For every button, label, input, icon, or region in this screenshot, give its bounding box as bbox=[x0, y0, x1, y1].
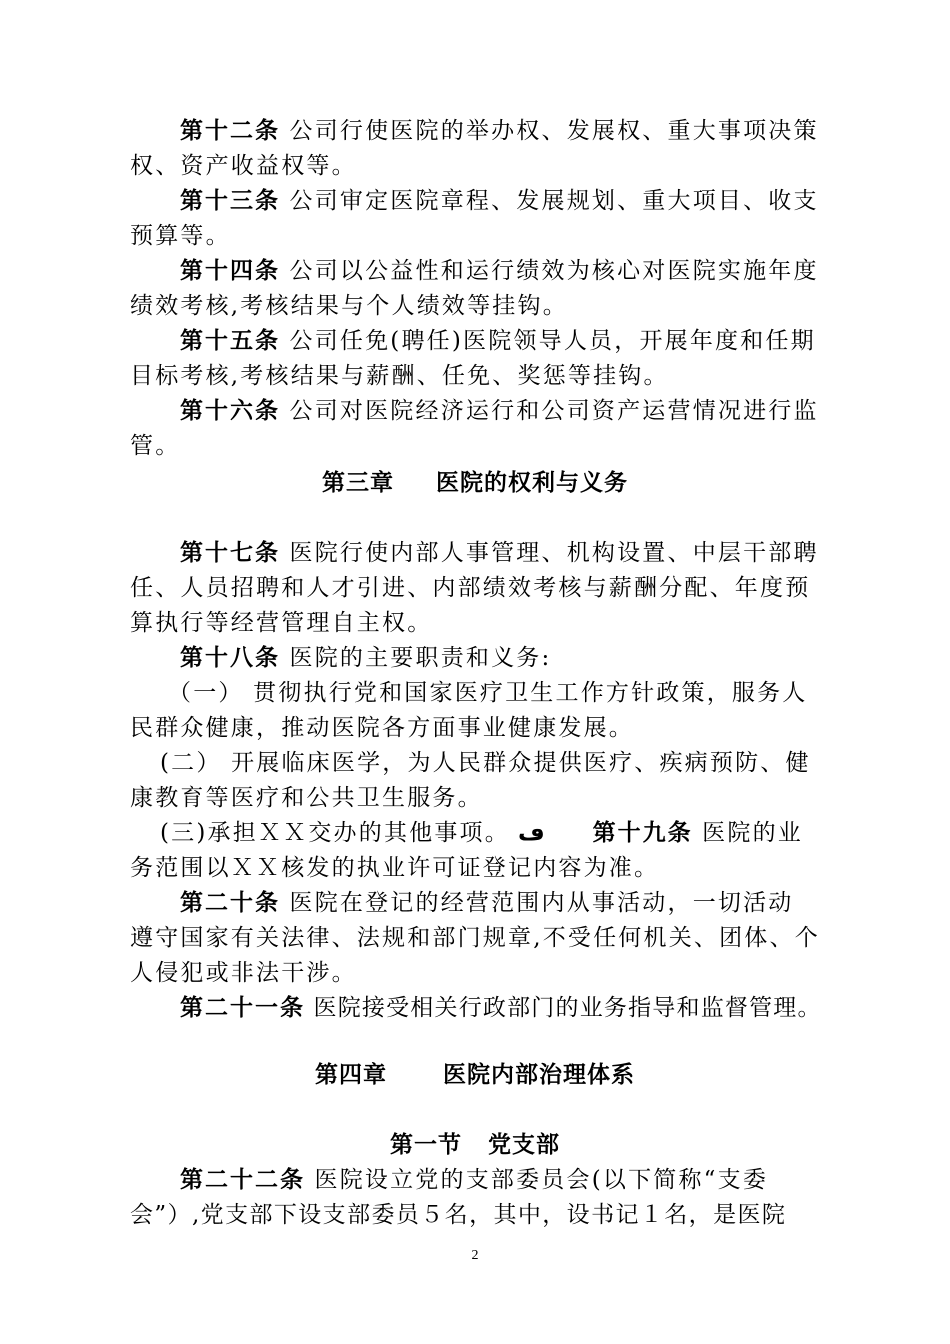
article-number: 第十五条 bbox=[180, 328, 280, 354]
article-15-line-2: 目标考核,考核结果与薪酬、任免、奖惩等挂钩。 bbox=[130, 363, 669, 389]
item-2-line-1: (二） 开展临床医学，为人民群众提供医疗、疾病预防、健 bbox=[160, 750, 811, 776]
article-12-line-2: 权、资产收益权等。 bbox=[130, 153, 357, 179]
section-1-heading: 第一节 党支部 bbox=[390, 1132, 560, 1158]
item-1-line-2: 民群众健康，推动医院各方面事业健康发展。 bbox=[130, 715, 634, 741]
article-16-line-1: 第十六条 公司对医院经济运行和公司资产运营情况进行监 bbox=[180, 398, 819, 424]
article-20-line-3: 人侵犯或非法干涉。 bbox=[130, 960, 357, 986]
article-number: 第十四条 bbox=[180, 258, 280, 284]
article-number: 第十三条 bbox=[180, 188, 280, 214]
article-13-line-2: 预算等。 bbox=[130, 223, 231, 249]
article-13-line-1: 第十三条 公司审定医院章程、发展规划、重大项目、收支 bbox=[180, 188, 819, 214]
chapter-4-heading: 第四章 医院内部治理体系 bbox=[315, 1062, 635, 1088]
article-22-line-1: 第二十二条 医院设立党的支部委员会(以下简称“支委 bbox=[180, 1167, 769, 1193]
article-14-line-2: 绩效考核,考核结果与个人绩效等挂钩。 bbox=[130, 293, 568, 319]
article-20-line-2: 遵守国家有关法律、法规和部门规章,不受任何机关、团体、个 bbox=[130, 925, 820, 951]
article-14-line-1: 第十四条 公司以公益性和运行绩效为核心对医院实施年度 bbox=[180, 258, 819, 284]
stray-mark: ڡ bbox=[517, 820, 545, 846]
article-12-line-1: 第十二条 公司行使医院的举办权、发展权、重大事项决策 bbox=[180, 118, 819, 144]
item-2-line-2: 康教育等医疗和公共卫生服务。 bbox=[130, 785, 483, 811]
item-1-line-1: （一） 贯彻执行党和国家医疗卫生工作方针政策，服务人 bbox=[168, 680, 808, 706]
article-18-line-1: 第十八条 医院的主要职责和义务: bbox=[180, 645, 552, 671]
article-number: 第二十一条 bbox=[180, 995, 305, 1021]
article-15-line-1: 第十五条 公司任免(聘任)医院领导人员，开展年度和任期 bbox=[180, 328, 816, 354]
article-19-line-2: 务范围以ＸＸ核发的执业许可证登记内容为准。 bbox=[130, 855, 660, 881]
article-17-line-1: 第十七条 医院行使内部人事管理、机构设置、中层干部聘 bbox=[180, 540, 819, 566]
article-number: 第十二条 bbox=[180, 118, 280, 144]
article-22-line-2: 会”）,党支部下设支部委员５名，其中，设书记１名，是医院 bbox=[130, 1202, 787, 1228]
article-number: 第二十二条 bbox=[180, 1167, 305, 1193]
article-number: 第十九条 bbox=[592, 820, 693, 846]
page-number: 2 bbox=[471, 1248, 479, 1263]
article-number: 第十六条 bbox=[180, 398, 280, 424]
article-number: 第十七条 bbox=[180, 540, 280, 566]
article-number: 第二十条 bbox=[180, 890, 280, 916]
article-17-line-3: 算执行等经营管理自主权。 bbox=[130, 610, 433, 636]
article-21-line-1: 第二十一条 医院接受相关行政部门的业务指导和监督管理。 bbox=[180, 995, 822, 1021]
article-20-line-1: 第二十条 医院在登记的经营范围内从事活动，一切活动 bbox=[180, 890, 794, 916]
chapter-3-heading: 第三章 医院的权利与义务 bbox=[322, 470, 628, 496]
item-3-and-article-19-line: (三)承担ＸＸ交办的其他事项。 ڡ 第十九条 医院的业 bbox=[160, 820, 803, 846]
article-number: 第十八条 bbox=[180, 645, 280, 671]
article-17-line-2: 任、人员招聘和人才引进、内部绩效考核与薪酬分配、年度预 bbox=[130, 575, 811, 601]
article-16-line-2: 管。 bbox=[130, 433, 181, 459]
